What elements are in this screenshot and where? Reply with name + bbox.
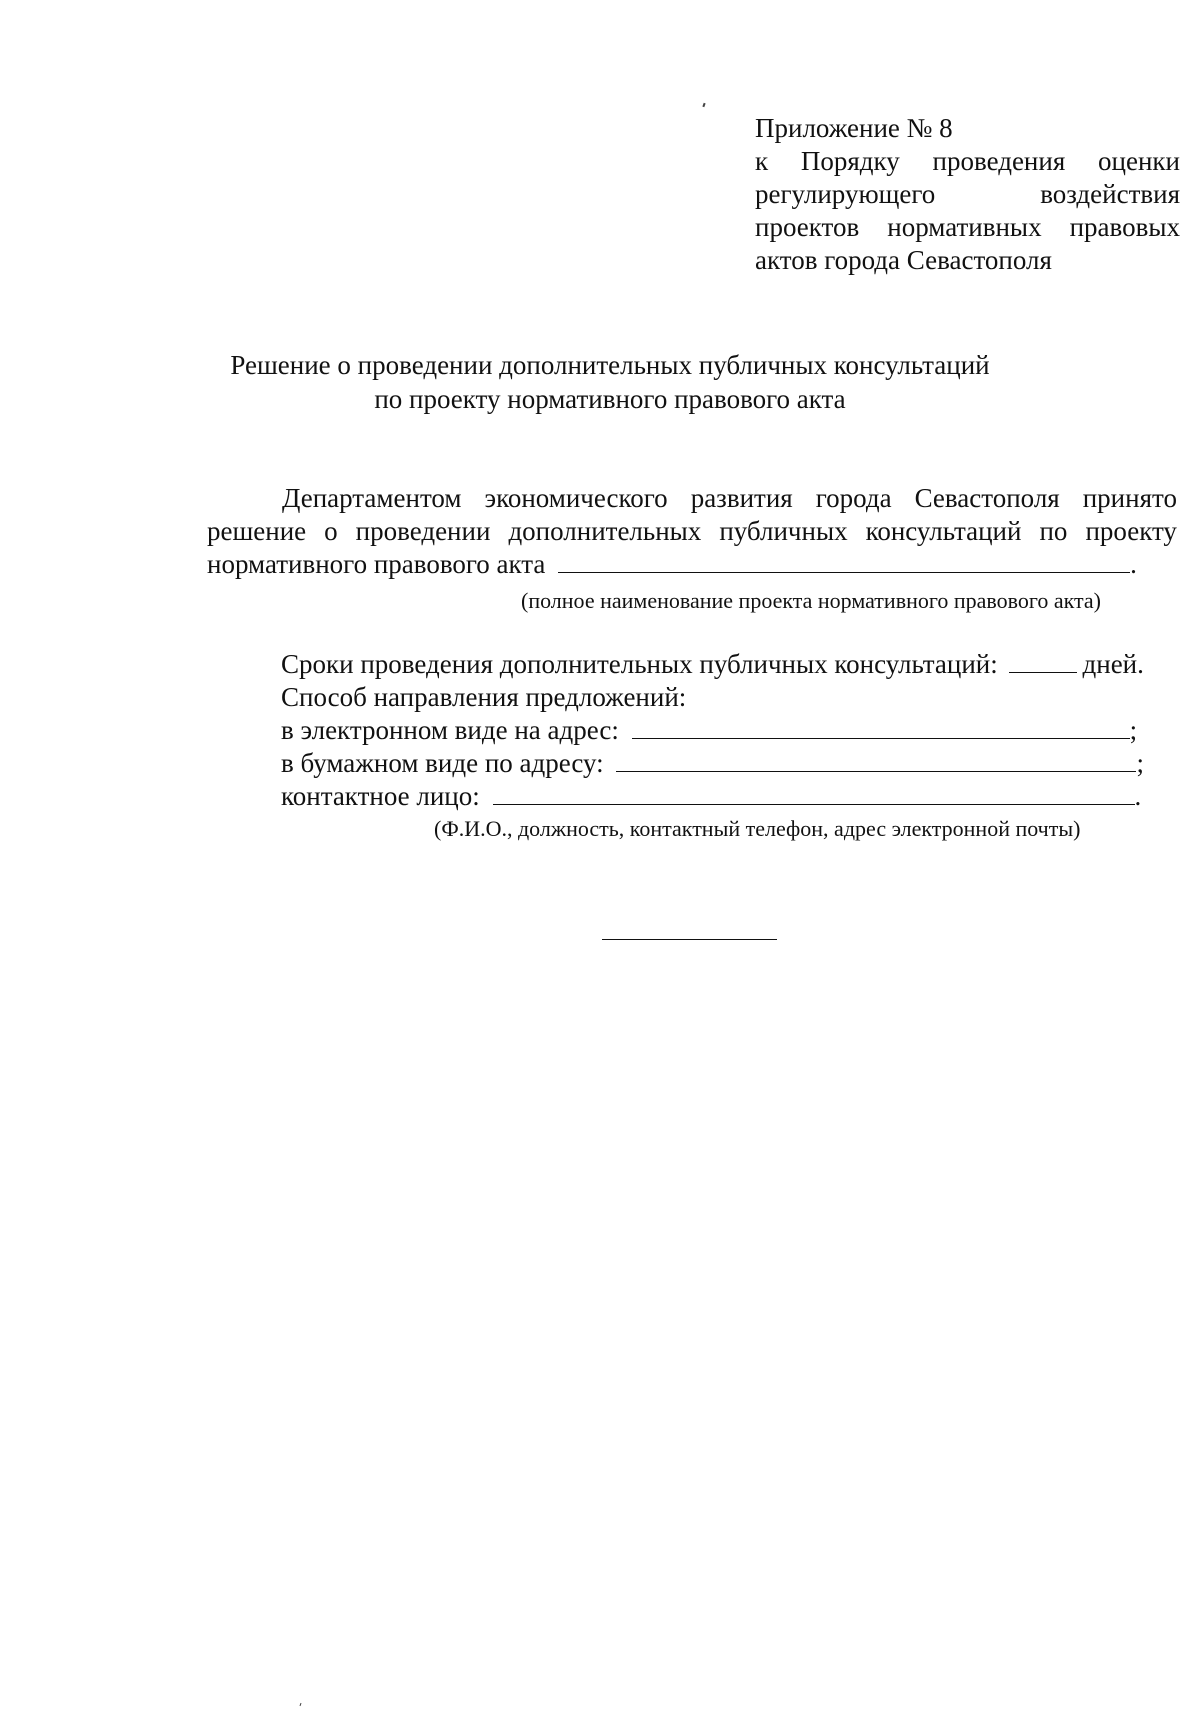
title-line-2: по проекту нормативного правового акта [374, 384, 846, 414]
act-name-blank[interactable] [558, 550, 1130, 573]
end-separator [602, 939, 777, 940]
annex-number: Приложение № 8 [755, 113, 953, 143]
scan-speck [300, 1703, 302, 1706]
duration-line: Сроки проведения дополнительных публичных консультаций: дней. [281, 649, 1144, 679]
paper-address-line: в бумажном виде по адресу: ; [281, 748, 1144, 778]
document-title [180, 348, 1040, 416]
act-name-hint: (полное наименование проекта нормативного правового акта) [521, 588, 1101, 613]
contact-person-blank[interactable] [493, 782, 1135, 805]
decision-line-3: нормативного правового акта . [207, 549, 1137, 579]
annex-line-2: к Порядку проведения оценки [755, 146, 1180, 176]
title-line-1: Решение о проведении дополнительных публичных консультаций [230, 350, 990, 380]
decision-paragraph [207, 482, 1177, 581]
electronic-address-line: в электронном виде на адрес: ; [281, 715, 1138, 745]
annex-header [755, 112, 1180, 277]
annex-line-4: проектов нормативных правовых [755, 212, 1180, 242]
decision-line-1: Департаментом экономического развития города Севастополя принято [282, 483, 1177, 513]
contact-hint: (Ф.И.О., должность, контактный телефон, адрес электронной почты) [434, 816, 1081, 841]
consultation-terms [281, 648, 1181, 813]
submission-method-label: Способ направления предложений: [281, 682, 687, 712]
electronic-address-blank[interactable] [632, 716, 1130, 739]
duration-days-blank[interactable] [1009, 650, 1077, 673]
decision-line-2: решение о проведении дополнительных публичных консультаций по проекту [207, 516, 1177, 546]
annex-line-3: регулирующего воздействия [755, 179, 1180, 209]
scan-speck [702, 103, 705, 107]
paper-address-blank[interactable] [616, 749, 1136, 772]
annex-line-5: актов города Севастополя [755, 245, 1052, 275]
contact-person-line: контактное лицо: . [281, 781, 1142, 811]
